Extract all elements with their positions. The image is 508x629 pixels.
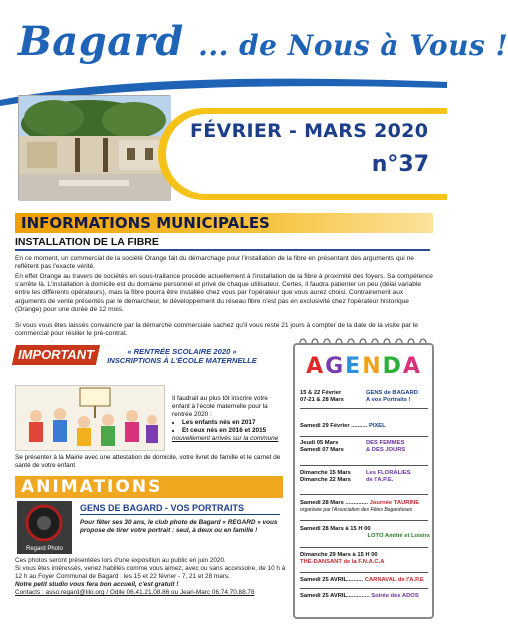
agenda-date: Samedi 28 Mars .............. bbox=[300, 500, 368, 506]
agenda-event-name: GENS de BAGARD A vos Portraits ! bbox=[366, 390, 418, 403]
animations-footer-line-2: Si vous êtes intéressés, venez habillés comme vous aimez, avec ou sans accessoire, de 10 h à 12 h au Foyer Communal de Bagard : les 15 et 22 février - 7, 21 et 28 mars. bbox=[15, 565, 286, 580]
agenda-date: 15 & 22 Février 07-21 & 28 Mars bbox=[300, 390, 344, 403]
title-main: Bagard bbox=[18, 18, 184, 65]
important-badge bbox=[12, 345, 100, 365]
agenda-date: Samedi 25 AVRIL.......... bbox=[300, 577, 364, 583]
agenda-separator bbox=[300, 588, 428, 589]
school-list bbox=[182, 419, 284, 435]
agenda-event bbox=[300, 440, 430, 454]
section-title-municipal: INFORMATIONS MUNICIPALES bbox=[21, 214, 270, 232]
agenda-event-name: Les FLORALIES de l'A.P.E. bbox=[366, 470, 411, 483]
school-footer: Se présenter à la Mairie avec une attestation de domicile, votre livret de famille et le carnet de santé de votre enfant bbox=[15, 454, 281, 469]
issue-months: FÉVRIER - MARS 2020 bbox=[190, 120, 429, 142]
rentree-line-1: « RENTRÉE SCOLAIRE 2020 » bbox=[127, 347, 237, 356]
children-illustration bbox=[15, 385, 165, 451]
village-square-photo bbox=[18, 95, 170, 200]
agenda-separator bbox=[300, 408, 428, 409]
title-rest: ... de Nous à Vous ! bbox=[198, 29, 508, 62]
agenda-event bbox=[300, 552, 430, 566]
issue-date-banner bbox=[158, 108, 447, 200]
rentree-line-2: INSCRIPTIONS À L'ÉCOLE MATERNELLE bbox=[107, 356, 257, 365]
agenda-separator bbox=[300, 494, 428, 495]
agenda-event-name: LOTO Amitié et Loisirs bbox=[367, 533, 430, 539]
agenda-date: Samedi 25 AVRIL.............. bbox=[300, 593, 370, 599]
agenda-title-letter: D bbox=[382, 354, 403, 379]
agenda-event bbox=[300, 577, 430, 584]
camera-aperture-icon bbox=[17, 501, 72, 545]
agenda-date: Dimanche 29 Mars à 15 H 00 bbox=[300, 552, 378, 558]
school-list-item: • Et ceux nés en 2016 et 2015 bbox=[182, 427, 284, 435]
agenda-event bbox=[300, 470, 430, 484]
important-label: IMPORTANT bbox=[17, 347, 95, 362]
fibre-paragraph-1: En ce moment, un commercial de la société Orange fait du démarchage pour l'installation de la fibre en présentant des arguments qui ne reflètent pas l'exacte vérité. bbox=[15, 255, 414, 271]
regard-text: Pour fêter ses 30 ans, le club photo de Bagard « REGARD » vous propose de tirer votre portrait : seul, à deux ou en famille ! bbox=[80, 519, 278, 534]
agenda-event bbox=[300, 390, 430, 404]
agenda-event-name: DES FEMMES & DES JOURS bbox=[366, 440, 406, 453]
masthead bbox=[0, 0, 508, 100]
school-list-item: • Les enfants nés en 2017 bbox=[182, 419, 284, 427]
agenda-title-letter: G bbox=[325, 354, 346, 379]
agenda-separator bbox=[300, 465, 428, 466]
section-bar-municipal bbox=[15, 213, 433, 233]
agenda-event-name: CARNAVAL de l'A.P.E bbox=[364, 577, 424, 583]
agenda-event bbox=[300, 593, 430, 600]
agenda-title bbox=[302, 354, 426, 379]
agenda-date: Jeudi 05 Mars Samedi 07 Mars bbox=[300, 440, 344, 453]
school-info bbox=[172, 395, 284, 443]
newsletter-title bbox=[18, 18, 508, 65]
agenda-event bbox=[300, 423, 430, 430]
contacts-line[interactable]: Contacts : asso.regard@lilo.org / Odile 06.41.21.08.86 ou Jean-Marc 06.74.70.88.78 bbox=[15, 589, 255, 596]
animations-footer-bold: Notre petit studio vous fera bon accueil, c'est gratuit ! bbox=[15, 581, 179, 588]
agenda-date: Samedi 29 Février .......... bbox=[300, 423, 368, 429]
agenda-separator bbox=[300, 547, 428, 548]
animations-footer-line-1: Ces photos seront présentées lors d'une exposition au public en juin 2020. bbox=[15, 557, 226, 564]
agenda-event-name: Soirée des ADOS bbox=[371, 593, 419, 599]
rentree-heading bbox=[102, 347, 262, 365]
animations-footer bbox=[15, 557, 290, 597]
agenda-separator bbox=[300, 520, 428, 521]
agenda-event bbox=[300, 500, 430, 514]
agenda-date: Dimanche 15 Mars Dimanche 22 Mars bbox=[300, 470, 351, 483]
fibre-paragraph-2: En effet Orange au travers de sociétés en sous-traitance procède actuellement à l'installation de la fibre à proximité des foyers. Sa compétence s'arrête là. L'installation à domicile est du domaine personnel et privé de chaque utilisateur. Certes, il faudra patienter un peu (délai variable entre les différents opérateurs), mais la fibre pourra être installée chez vous par l'opérateur que vous aurez choisi. Contrairement aux arguments de vente présentés par le démarcheur, le développement du réseau fibre n'est pas en exclusivité chez l'opérateur historique (Orange) pour une durée de 12 mois. bbox=[15, 273, 433, 313]
agenda-event-name: THÉ-DANSANT de la F.N.A.C.A bbox=[300, 559, 385, 565]
agenda-separator bbox=[300, 436, 428, 437]
agenda-event bbox=[300, 526, 430, 540]
school-intro: Il faudrait au plus tôt inscrire votre enfant à l'école maternelle pour la rentrée 2020 : bbox=[172, 395, 268, 418]
agenda-title-letter: N bbox=[362, 354, 383, 379]
school-note: nouvellement arrivés sur la commune bbox=[172, 435, 279, 442]
agenda-event-sub: organisée par l'Association des Fêtes Bagardoises bbox=[300, 507, 413, 513]
regard-photo-logo bbox=[17, 501, 72, 554]
issue-number: n°37 bbox=[371, 152, 429, 177]
agenda-date: Samedi 28 Mars à 15 H 00 bbox=[300, 526, 371, 532]
agenda-title-letter: A bbox=[306, 354, 326, 379]
agenda-event-name: PIXEL bbox=[368, 423, 386, 429]
section-bar-animations bbox=[15, 476, 283, 498]
regard-heading: GENS DE BAGARD - VOS PORTRAITS bbox=[80, 503, 280, 515]
fibre-paragraph-3: Si vous vous êtes laissés convaincre par la démarche commerciale sachez qu'il vous reste 21 jours à compter de la date de la visite par le commercial pour résilier le pré-contrat. bbox=[15, 322, 418, 338]
agenda-event-name: Journée TAURINE bbox=[369, 500, 420, 506]
agenda-title-letter: A bbox=[402, 354, 422, 379]
agenda-separator bbox=[300, 572, 428, 573]
agenda-title-letter: E bbox=[345, 354, 363, 379]
section-title-animations: ANIMATIONS bbox=[21, 477, 163, 497]
regard-logo-label: Regard Photo bbox=[25, 546, 64, 552]
fibre-heading: INSTALLATION DE LA FIBRE bbox=[15, 236, 430, 251]
